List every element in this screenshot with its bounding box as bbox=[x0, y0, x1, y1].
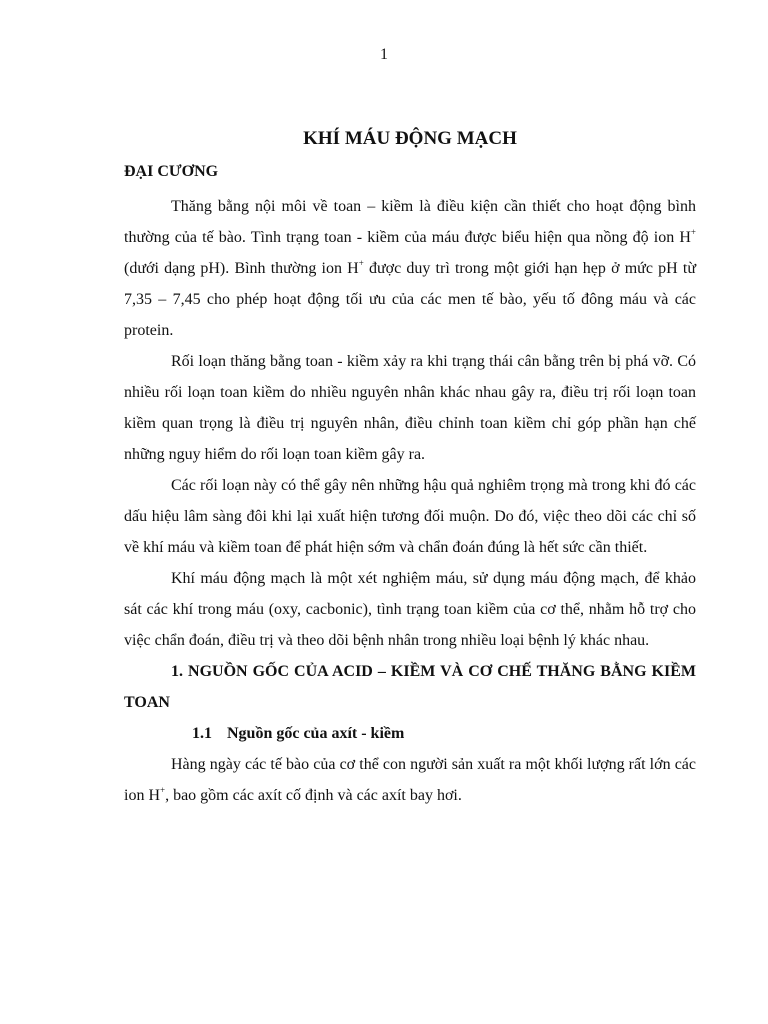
paragraph-text: Thăng bằng nội môi về toan – kiềm là điều kiện cần thiết cho hoạt động bình thường của tế bào. Tình trạng toan - kiềm của máu được biểu hiện qua nồng độ ion H bbox=[124, 198, 696, 246]
superscript-plus: + bbox=[160, 785, 166, 795]
page-number: 1 bbox=[380, 46, 388, 63]
superscript-plus: + bbox=[358, 258, 364, 268]
paragraph-acid-base-balance bbox=[124, 191, 696, 346]
heading-text: Nguồn gốc của axít - kiềm bbox=[227, 725, 405, 742]
document-body bbox=[124, 191, 696, 811]
heading-number: 1.1 bbox=[192, 725, 212, 742]
superscript-plus: + bbox=[690, 227, 696, 237]
paragraph-text: , bao gồm các axít cố định và các axít bay hơi. bbox=[165, 787, 462, 804]
document-title: KHÍ MÁU ĐỘNG MẠCH bbox=[303, 128, 517, 149]
paragraph-text: được duy trì trong một giới hạn hẹp ở mức pH từ 7,35 – 7,45 cho phép hoạt động tối ưu của các men tế bào, yếu tố đông máu và các protein. bbox=[124, 260, 696, 339]
heading-section-1: 1. NGUỒN GỐC CỦA ACID – KIỀM VÀ CƠ CHẾ THĂNG BẰNG KIỀM TOAN bbox=[124, 663, 696, 711]
heading-section-1-1 bbox=[124, 718, 696, 749]
paragraph-acid-sources bbox=[124, 749, 696, 811]
paragraph-definition: Khí máu động mạch là một xét nghiệm máu, sử dụng máu động mạch, để khảo sát các khí trong máu (oxy, cacbonic), tình trạng toan kiềm của cơ thể, nhằm hỗ trợ cho việc chẩn đoán, điều trị và theo dõi bệnh nhân trong nhiều loại bệnh lý khác nhau. bbox=[124, 570, 696, 649]
paragraph-text: (dưới dạng pH). Bình thường ion H bbox=[124, 260, 359, 277]
paragraph-text: Hàng ngày các tế bào của cơ thể con người sản xuất ra một khối lượng rất lớn các ion H bbox=[124, 756, 696, 804]
paragraph-disorders: Rối loạn thăng bằng toan - kiềm xảy ra khi trạng thái cân bằng trên bị phá vỡ. Có nhiều rối loạn toan kiềm do nhiều nguyên nhân khác nhau gây ra, điều trị rối loạn toan kiềm quan trọng là điều trị nguyên nhân, điều chỉnh toan kiềm chỉ góp phần hạn chế những nguy hiểm do rối loạn toan kiềm gây ra. bbox=[124, 353, 696, 463]
paragraph-consequences: Các rối loạn này có thể gây nên những hậu quả nghiêm trọng mà trong khi đó các dấu hiệu lâm sàng đôi khi lại xuất hiện tương đối muộn. Do đó, việc theo dõi các chỉ số về khí máu và kiềm toan để phát hiện sớm và chẩn đoán đúng là hết sức cần thiết. bbox=[124, 477, 696, 556]
section-label: ĐẠI CƯƠNG bbox=[124, 163, 219, 180]
